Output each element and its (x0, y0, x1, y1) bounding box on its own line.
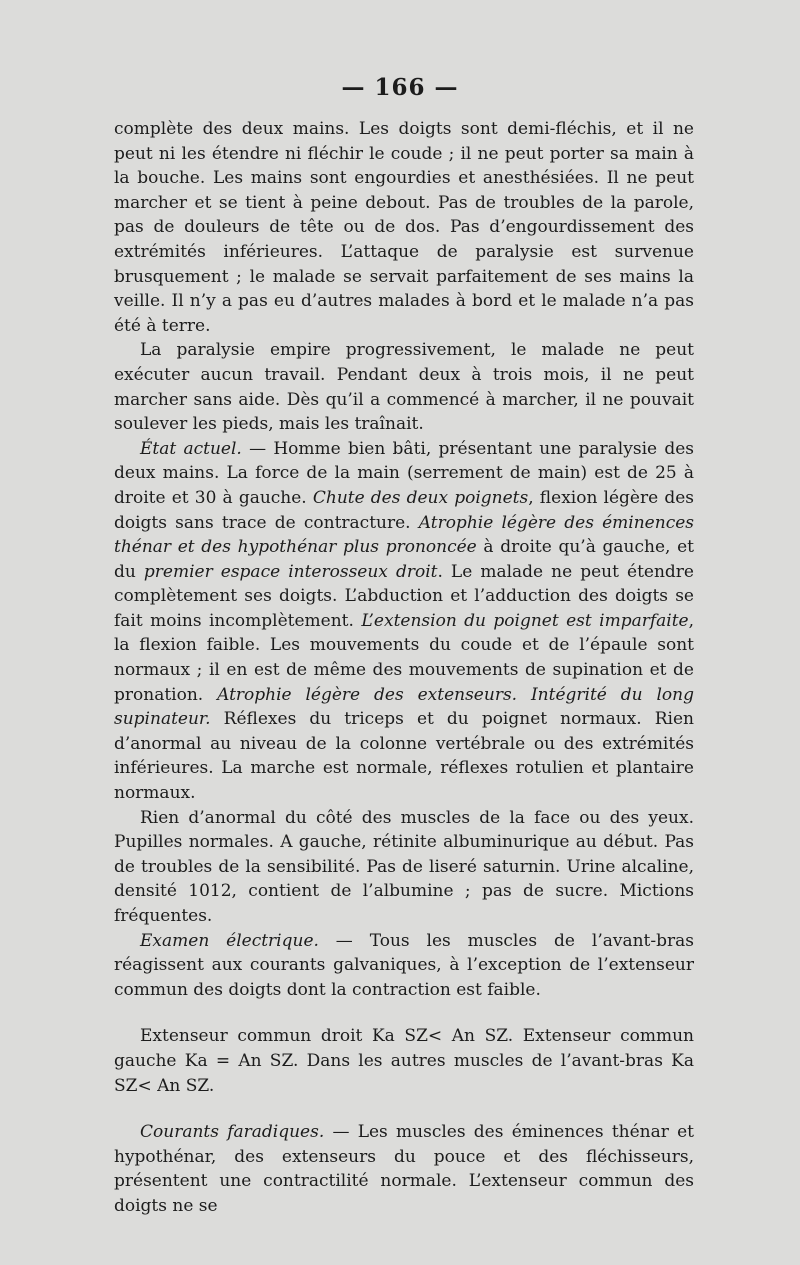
paragraph-continuation: complète des deux mains. Les doigts sont demi-fléchis, et il ne peut ni les étendre ni fléchir le coude ; il ne peut porter sa main à la bouche. Les mains sont engourdies et anesthésiées. Il ne peut marcher et se tient à peine debout. Pas de troubles de la parole, pas de douleurs de tête ou de dos. Pas d’engourdissement des extrémités inférieures. L’attaque de paralysie est survenue brusquement ; le malade se servait parfaitement de ses mains la veille. Il n’y a pas eu d’autres malades à bord et le malade n’a pas été à terre. (114, 119, 694, 336)
etat-text-2: , flexion légère des doigts sans trace de contracture. (114, 487, 694, 533)
etat-text-4: . Le malade ne peut étendre complètement ses doigts. L’abduction et l’adduction des doigts se fait moins incomplètement. (114, 561, 694, 631)
paragraph-extenseur-commun: Extenseur commun droit Ka SZ< An SZ. Extenseur commun gauche Ka = An SZ. Dans les autres muscles de l’avant-bras Ka SZ< An SZ. (114, 1026, 694, 1096)
etat-text-6: Réflexes du triceps et du poignet normaux. Rien d’anormal au niveau de la colonne vertébrale ou des extrémités inférieures. La marche est normale, réflexes rotulien et plantaire normaux. (114, 709, 694, 804)
etat-italic-2: Atrophie légère des éminences thénar et des hypothénar plus prononcée (114, 512, 694, 558)
etat-italic-1: Chute des deux poignets (312, 487, 529, 508)
etat-text-1: — Homme bien bâti, présentant une paralysie des deux mains. La force de la main (serrement de main) est de 25 à droite et 30 à gauche. (114, 438, 695, 508)
paragraph-examen-electrique (114, 929, 694, 1003)
paragraph-paralysie: La paralysie empire progressivement, le malade ne peut exécuter aucun travail. Pendant deux à trois mois, il ne peut marcher sans aide. Dès qu’il a commencé à marcher, il ne pouvait soulever les pieds, mais les traînait. (114, 340, 694, 435)
paragraph-etat-actuel (114, 437, 694, 806)
etat-italic-5: Atrophie légère des extenseurs. Intégrité du long supinateur. (114, 684, 695, 730)
heading-examen-electrique: Examen électrique. (140, 930, 319, 951)
heading-courants-faradiques: Courants faradiques. (140, 1122, 325, 1143)
examen-text: — Tous les muscles de l’avant-bras réagissent aux courants galvaniques, à l’exception de l’extenseur commun des doigts dont la contraction est faible. (114, 930, 694, 1000)
courants-text: — Les muscles des éminences thénar et hypothénar, des extenseurs du pouce et des fléchisseurs, présentent une contractilité normale. L’extenseur commun des doigts ne se (114, 1122, 694, 1216)
paragraph-courants-faradiques (114, 1120, 694, 1218)
etat-text-3: à droite qu’à gauche, et du (114, 537, 694, 582)
etat-italic-3: premier espace interosseux droit (143, 561, 438, 582)
paragraph-face-yeux: Rien d’anormal du côté des muscles de la face ou des yeux. Pupilles normales. A gauche, rétinite albuminurique au début. Pas de troubles de la sensibilité. Pas de liseré saturnin. Urine alcaline, densité 1012, contient de l’albumine ; pas de sucre. Mictions fréquentes. (114, 807, 694, 926)
heading-etat-actuel: État actuel. (140, 438, 242, 459)
page-number: — 166 — (341, 74, 459, 101)
etat-italic-4: L’extension du poignet est imparfaite (361, 610, 689, 631)
body-text (114, 117, 694, 1219)
etat-text-5: , la flexion faible. Les mouvements du coude et de l’épaule sont normaux ; il en est de même des mouvements de supination et de pronation. (114, 610, 695, 705)
